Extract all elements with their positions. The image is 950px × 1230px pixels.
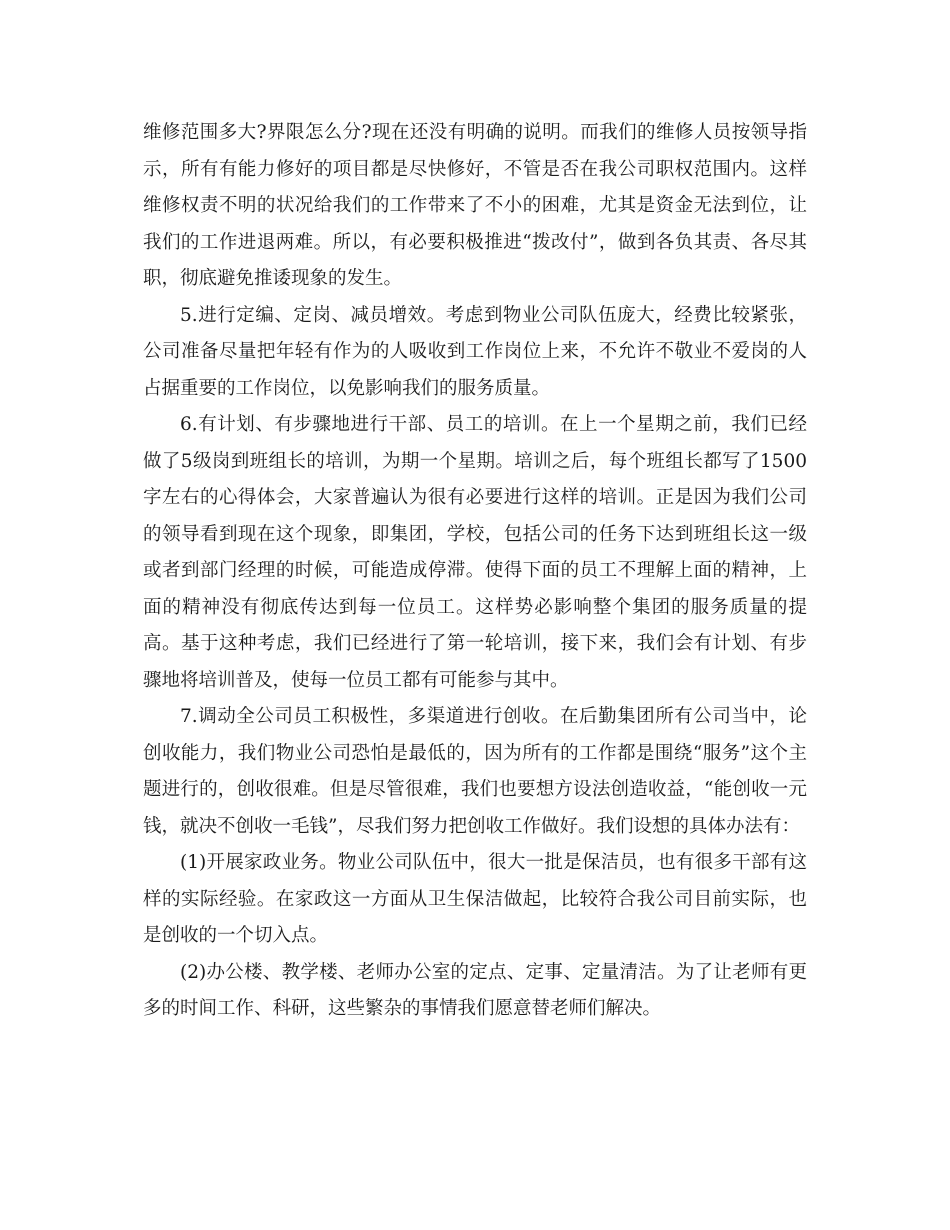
paragraph-continuation: 维修范围多大?界限怎么分?现在还没有明确的说明。而我们的维修人员按领导指示，所有有能力修好的项目都是尽快修好，不管是否在我公司职权范围内。这样维修权责不明的状况给我们的工作带来了不小的困难，尤其是资金无法到位，让我们的工作进退两难。所以，有必要积极推进“拨改付”，做到各负其责、各尽其职，彻底避免推诿现象的发生。 [143,122,807,289]
paragraph-item-6: 6.有计划、有步骤地进行干部、员工的培训。在上一个星期之前，我们已经做了5级岗到班组长的培训，为期一个星期。培训之后，每个班组长都写了1500字左右的心得体会，大家普遍认为很有必要进行这样的培训。正是因为我们公司的领导看到现在这个现象，即集团，学校，包括公司的任务下达到班组长这一级或者到部门经理的时候，可能造成停滞。使得下面的员工不理解上面的精神，上面的精神没有彻底传达到每一位员工。这样势必影响整个集团的服务质量的提高。基于这种考虑，我们已经进行了第一轮培训，接下来，我们会有计划、有步骤地将培训普及，使每一位员工都有可能参与其中。 [143,414,807,691]
paragraph-subitem-1: (1)开展家政业务。物业公司队伍中，很大一批是保洁员，也有很多干部有这样的实际经验。在家政这一方面从卫生保洁做起，比较符合我公司目前实际，也是创收的一个切入点。 [143,852,807,946]
paragraph-item-5: 5.进行定编、定岗、减员增效。考虑到物业公司队伍庞大，经费比较紧张，公司准备尽量把年轻有作为的人吸收到工作岗位上来，不允许不敬业不爱岗的人占据重要的工作岗位，以免影响我们的服务质量。 [143,304,807,399]
paragraph-subitem-2: (2)办公楼、教学楼、老师办公室的定点、定事、定量清洁。为了让老师有更多的时间工作、科研，这些繁杂的事情我们愿意替老师们解决。 [143,961,807,1019]
paragraph-item-7: 7.调动全公司员工积极性，多渠道进行创收。在后勤集团所有公司当中，论创收能力，我们物业公司恐怕是最低的，因为所有的工作都是围绕“服务”这个主题进行的，创收很难。但是尽管很难，我们也要想方设法创造收益，“能创收一元钱，就决不创收一毛钱”，尽我们努力把创收工作做好。我们设想的具体办法有： [143,706,807,837]
document-body [143,115,807,1028]
